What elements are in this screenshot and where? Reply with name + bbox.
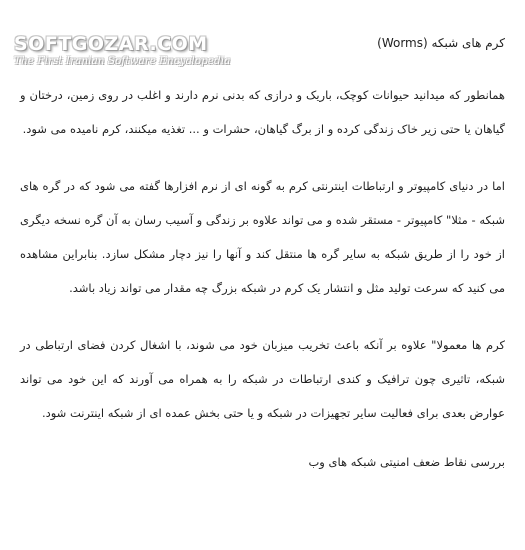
paragraph-worms-definition: همانطور که میدانید حیوانات کوچک، باریک و درازی که بدنی نرم دارند و اغلب در روی زمین، درختان و گیاهان یا حتی زیر خاک زندگی کرده و از برگ گیاهان، حشرات و ... تغذیه میکنند، کرم نامیده می شود. (20, 88, 505, 136)
document-title: کرم های شبکه (Worms) (377, 36, 505, 50)
paragraph-worm-effects: کرم ها معمولا" علاوه بر آنکه باعث تخریب میزبان خود می شوند، با اشغال کردن فضای ارتباطی در شبکه، تاثیری چون ترافیک و کندی ارتباطات در شبکه را به همراه می آورند که این خود می تواند عوارض بعدی برای فعالیت سایر تجهیزات در شبکه و یا حتی بخش عمده ای از شبکه اینترنت شود. (20, 338, 505, 420)
section-subheading: بررسی نقاط ضعف امنیتی شبکه های وب (308, 455, 505, 469)
paragraph-computer-worms: اما در دنیای کامپیوتر و ارتباطات اینترنتی کرم به گونه ای از نرم افزارها گفته می شود که در گره های شبکه - مثلا" کامپیوتر - مستقر شده و می تواند علاوه بر زندگی و آسیب رسان به آن گره نسخه دیگری از خود را از طریق شبکه به سایر گره ها منتقل کند و آنها را نیز دچار مشکل سازد. بنابراین مشاهده می کنید که سرعت تولید مثل و انتشار یک کرم در شبکه بزرگ چه مقدار می تواند زیاد باشد. (20, 179, 505, 295)
watermark-tagline: The First Iranian Software Encyclopedia (14, 55, 231, 67)
watermark-logo: SOFTGOZAR.COM (14, 33, 208, 55)
document-body (20, 34, 505, 471)
